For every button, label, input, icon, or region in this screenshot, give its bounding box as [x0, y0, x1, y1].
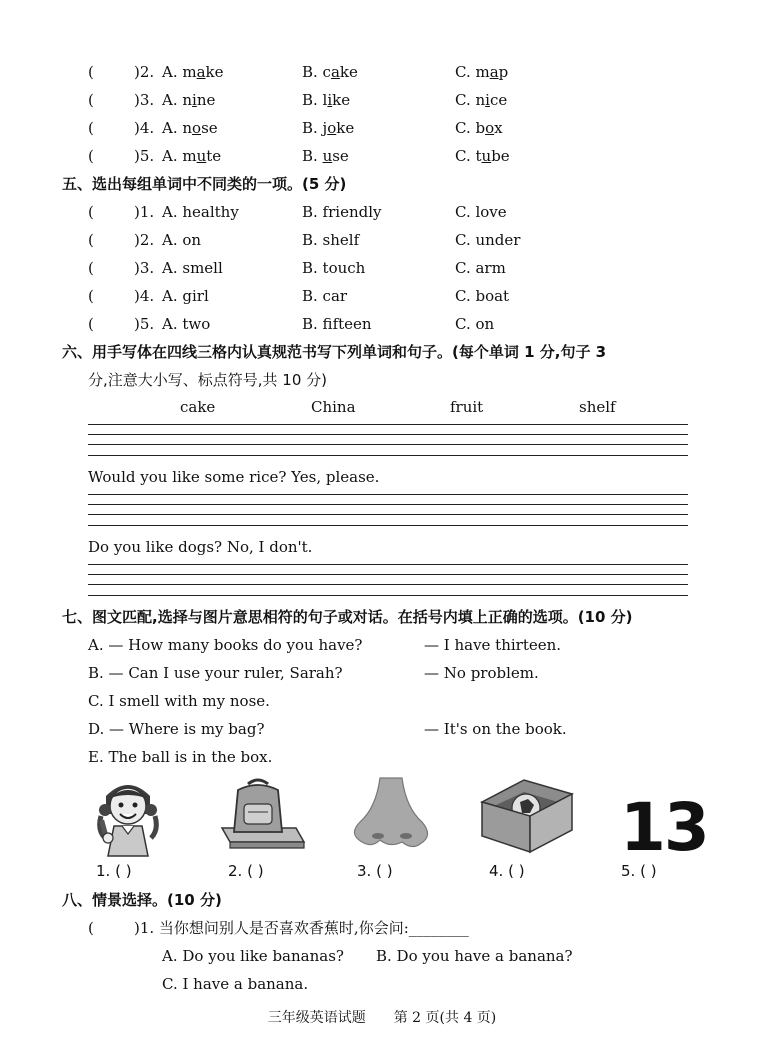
option-a: A. healthy	[162, 203, 239, 221]
option-b: B. car	[302, 287, 348, 305]
section4-item-2	[88, 63, 708, 81]
option-a: A. nine	[162, 91, 216, 109]
writing-lines-2[interactable]	[88, 494, 688, 535]
paren-open: (	[88, 91, 94, 109]
paren-open: (	[88, 147, 94, 165]
caption-2[interactable]: 2. ( )	[228, 862, 264, 880]
option-b: B. joke	[302, 119, 355, 137]
ball-in-box-picture	[476, 776, 578, 854]
option-b: B. touch	[302, 259, 366, 277]
section5-item-5: ( )5. A. two B. fifteen C. on	[88, 315, 495, 333]
question-number: )4.	[134, 119, 155, 137]
option-a: A. make	[162, 63, 224, 81]
option-a: A. girl	[162, 287, 209, 305]
sentence-1: Would you like some rice? Yes, please.	[88, 468, 380, 486]
option-c: C. under	[455, 231, 521, 249]
question-number: )3.	[134, 91, 155, 109]
girl-with-pencil-picture	[96, 776, 160, 858]
caption-1[interactable]: 1. ( )	[96, 862, 132, 880]
bag-on-book-picture	[214, 776, 306, 854]
option-c: C. on	[455, 315, 495, 333]
option-b: B. fifteen	[302, 315, 372, 333]
page-footer: 三年级英语试题 第 2 页(共 4 页)	[267, 1010, 497, 1026]
paren-open: (	[88, 119, 94, 137]
option-a: A. mute	[162, 147, 222, 165]
section8-option-a: A. Do you like bananas?	[162, 947, 344, 965]
writing-lines-3[interactable]	[88, 564, 688, 605]
word-fruit: fruit	[450, 398, 484, 416]
option-b-left: B. — Can I use your ruler, Sarah?	[88, 664, 343, 682]
option-b: B. like	[302, 91, 351, 109]
option-b-right: — No problem.	[424, 664, 539, 682]
option-c: C. love	[455, 203, 507, 221]
option-a-left: A. — How many books do you have?	[88, 636, 363, 654]
option-a-right: — I have thirteen.	[424, 636, 562, 654]
caption-5[interactable]: 5. ( )	[621, 862, 657, 880]
section5-item-3: ( )3. A. smell B. touch C. arm	[88, 259, 506, 277]
section5-item-4: ( )4. A. girl B. car C. boat	[88, 287, 510, 305]
option-c: C. tube	[455, 147, 510, 165]
option-b: B. shelf	[302, 231, 360, 249]
option-c: C. boat	[455, 287, 510, 305]
caption-4[interactable]: 4. ( )	[489, 862, 525, 880]
word-china: China	[311, 398, 356, 416]
option-a: A. nose	[162, 119, 218, 137]
section5-item-1: ( )1. A. healthy B. friendly C. love	[88, 203, 507, 221]
section5-item-2: ( )2. A. on B. shelf C. under	[88, 231, 521, 249]
writing-lines-1[interactable]	[88, 424, 688, 465]
section8-option-b: B. Do you have a banana?	[376, 947, 573, 965]
section8-option-c: C. I have a banana.	[162, 975, 309, 993]
number-13-picture: 13	[620, 789, 708, 866]
option-c: C. nice	[455, 91, 508, 109]
option-c: C. box	[455, 119, 503, 137]
section4-item-5	[88, 147, 708, 165]
section7-heading: 七、图文匹配,选择与图片意思相符的句子或对话。在括号内填上正确的选项。(10 分)	[62, 608, 633, 626]
nose-picture	[350, 776, 434, 850]
option-c-left: C. I smell with my nose.	[88, 692, 270, 710]
question-number: )2.	[134, 63, 155, 81]
option-d-right: — It's on the book.	[424, 720, 567, 738]
section8-heading: 八、情景选择。(10 分)	[62, 891, 222, 909]
option-a: A. smell	[162, 259, 223, 277]
section4-item-3	[88, 91, 708, 109]
paren-open: (	[88, 63, 94, 81]
sentence-2: Do you like dogs? No, I don't.	[88, 538, 313, 556]
section6-heading: 六、用手写体在四线三格内认真规范书写下列单词和句子。(每个单词 1 分,句子 3	[62, 343, 607, 361]
section5-heading: 五、选出每组单词中不同类的一项。(5 分)	[62, 175, 347, 193]
caption-3[interactable]: 3. ( )	[357, 862, 393, 880]
option-b: B. cake	[302, 63, 358, 81]
option-b: B. friendly	[302, 203, 382, 221]
option-e-left: E. The ball is in the box.	[88, 748, 273, 766]
option-a: A. two	[162, 315, 211, 333]
option-d-left: D. — Where is my bag?	[88, 720, 265, 738]
question-number: )5.	[134, 147, 155, 165]
option-c: C. arm	[455, 259, 506, 277]
option-a: A. on	[162, 231, 202, 249]
section8-question-1: ( )1. 当你想问别人是否喜欢香蕉时,你会问:________	[88, 919, 469, 937]
section4-item-4	[88, 119, 708, 137]
section6-heading-cont: 分,注意大小写、标点符号,共 10 分)	[88, 371, 328, 389]
option-c: C. map	[455, 63, 509, 81]
option-b: B. use	[302, 147, 349, 165]
word-shelf: shelf	[579, 398, 616, 416]
word-cake: cake	[180, 398, 216, 416]
